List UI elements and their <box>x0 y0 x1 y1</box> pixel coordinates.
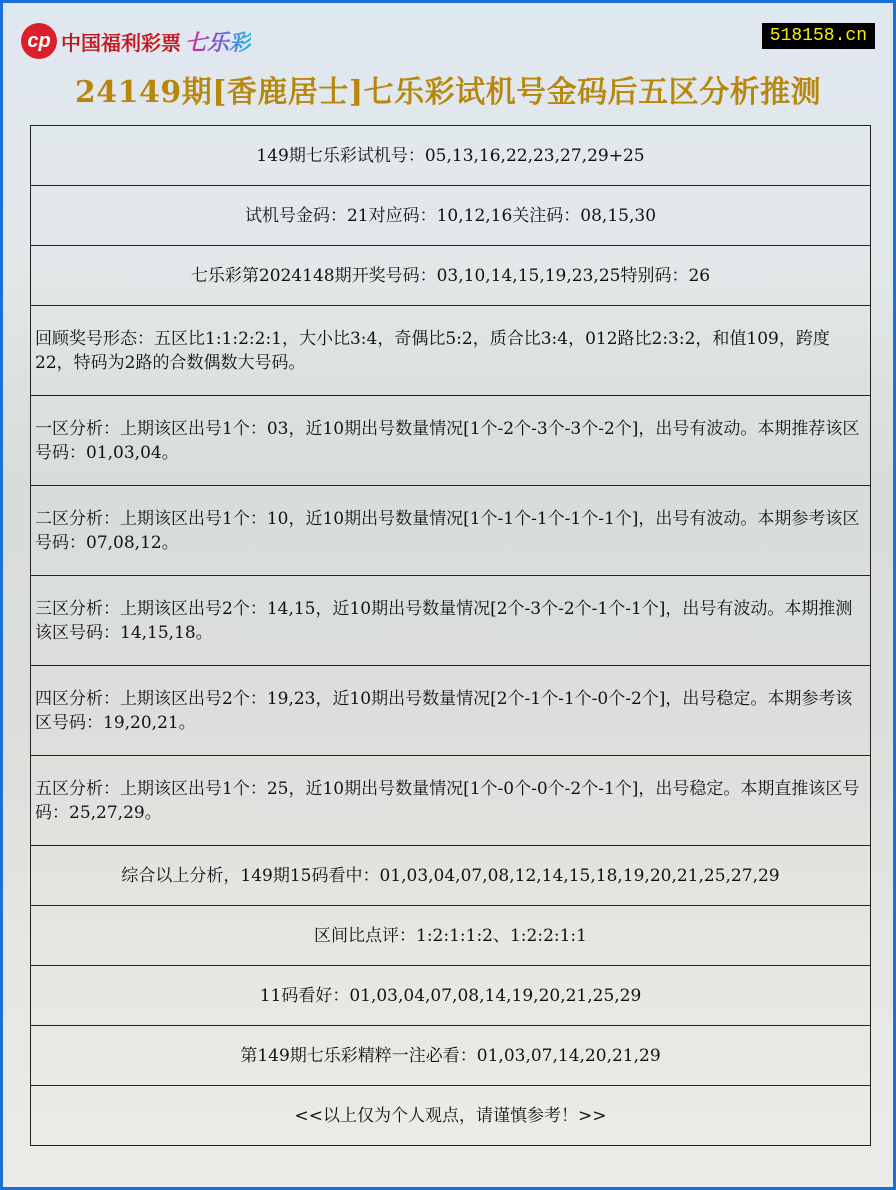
table-cell: 三区分析：上期该区出号2个：14,15，近10期出号数量情况[2个-3个-2个-1个-1个]，出号有波动。本期推测该区号码：14,15,18。 <box>31 576 871 666</box>
table-cell: 七乐彩第2024148期开奖号码：03,10,14,15,19,23,25特别码：26 <box>31 246 871 306</box>
logo-text: 中国福利彩票 <box>61 32 181 55</box>
table-row <box>31 1086 871 1146</box>
logo-game: 七乐彩 <box>185 26 251 57</box>
table-row <box>31 246 871 306</box>
table-cell: 11码看好：01,03,04,07,08,14,19,20,21,25,29 <box>31 966 871 1026</box>
page-title: 24149期[香鹿居士]七乐彩试机号金码后五区分析推测 <box>74 75 822 110</box>
lottery-logo <box>21 23 251 59</box>
table-row <box>31 846 871 906</box>
table-cell: 区间比点评：1:2:1:1:2、1:2:2:1:1 <box>31 906 871 966</box>
table-cell: <<以上仅为个人观点，请谨慎参考！>> <box>31 1086 871 1146</box>
table-row <box>31 576 871 666</box>
table-row <box>31 666 871 756</box>
table-cell: 二区分析：上期该区出号1个：10，近10期出号数量情况[1个-1个-1个-1个-1个]，出号有波动。本期参考该区号码：07,08,12。 <box>31 486 871 576</box>
table-cell: 第149期七乐彩精粹一注必看：01,03,07,14,20,21,29 <box>31 1026 871 1086</box>
table-row <box>31 486 871 576</box>
table-row <box>31 906 871 966</box>
table-cell: 一区分析：上期该区出号1个：03，近10期出号数量情况[1个-2个-3个-3个-2个]，出号有波动。本期推荐该区号码：01,03,04。 <box>31 396 871 486</box>
table-row <box>31 126 871 186</box>
cp-logo-icon: cp <box>21 23 57 59</box>
table-row <box>31 186 871 246</box>
table-row <box>31 306 871 396</box>
table-row <box>31 1026 871 1086</box>
table-row <box>31 756 871 846</box>
table-row <box>31 966 871 1026</box>
table-row <box>31 396 871 486</box>
site-badge[interactable]: 518158.cn <box>762 23 875 49</box>
table-cell: 五区分析：上期该区出号1个：25，近10期出号数量情况[1个-0个-0个-2个-1个]，出号稳定。本期直推该区号码：25,27,29。 <box>31 756 871 846</box>
table-cell: 试机号金码：21对应码：10,12,16关注码：08,15,30 <box>31 186 871 246</box>
analysis-table <box>30 125 871 1146</box>
table-cell: 综合以上分析，149期15码看中：01,03,04,07,08,12,14,15,18,19,20,21,25,27,29 <box>31 846 871 906</box>
table-cell: 回顾奖号形态：五区比1:1:2:2:1，大小比3:4，奇偶比5:2，质合比3:4，012路比2:3:2，和值109，跨度22，特码为2路的合数偶数大号码。 <box>31 306 871 396</box>
table-cell: 149期七乐彩试机号：05,13,16,22,23,27,29+25 <box>31 126 871 186</box>
table-cell: 四区分析：上期该区出号2个：19,23，近10期出号数量情况[2个-1个-1个-0个-2个]，出号稳定。本期参考该区号码：19,20,21。 <box>31 666 871 756</box>
